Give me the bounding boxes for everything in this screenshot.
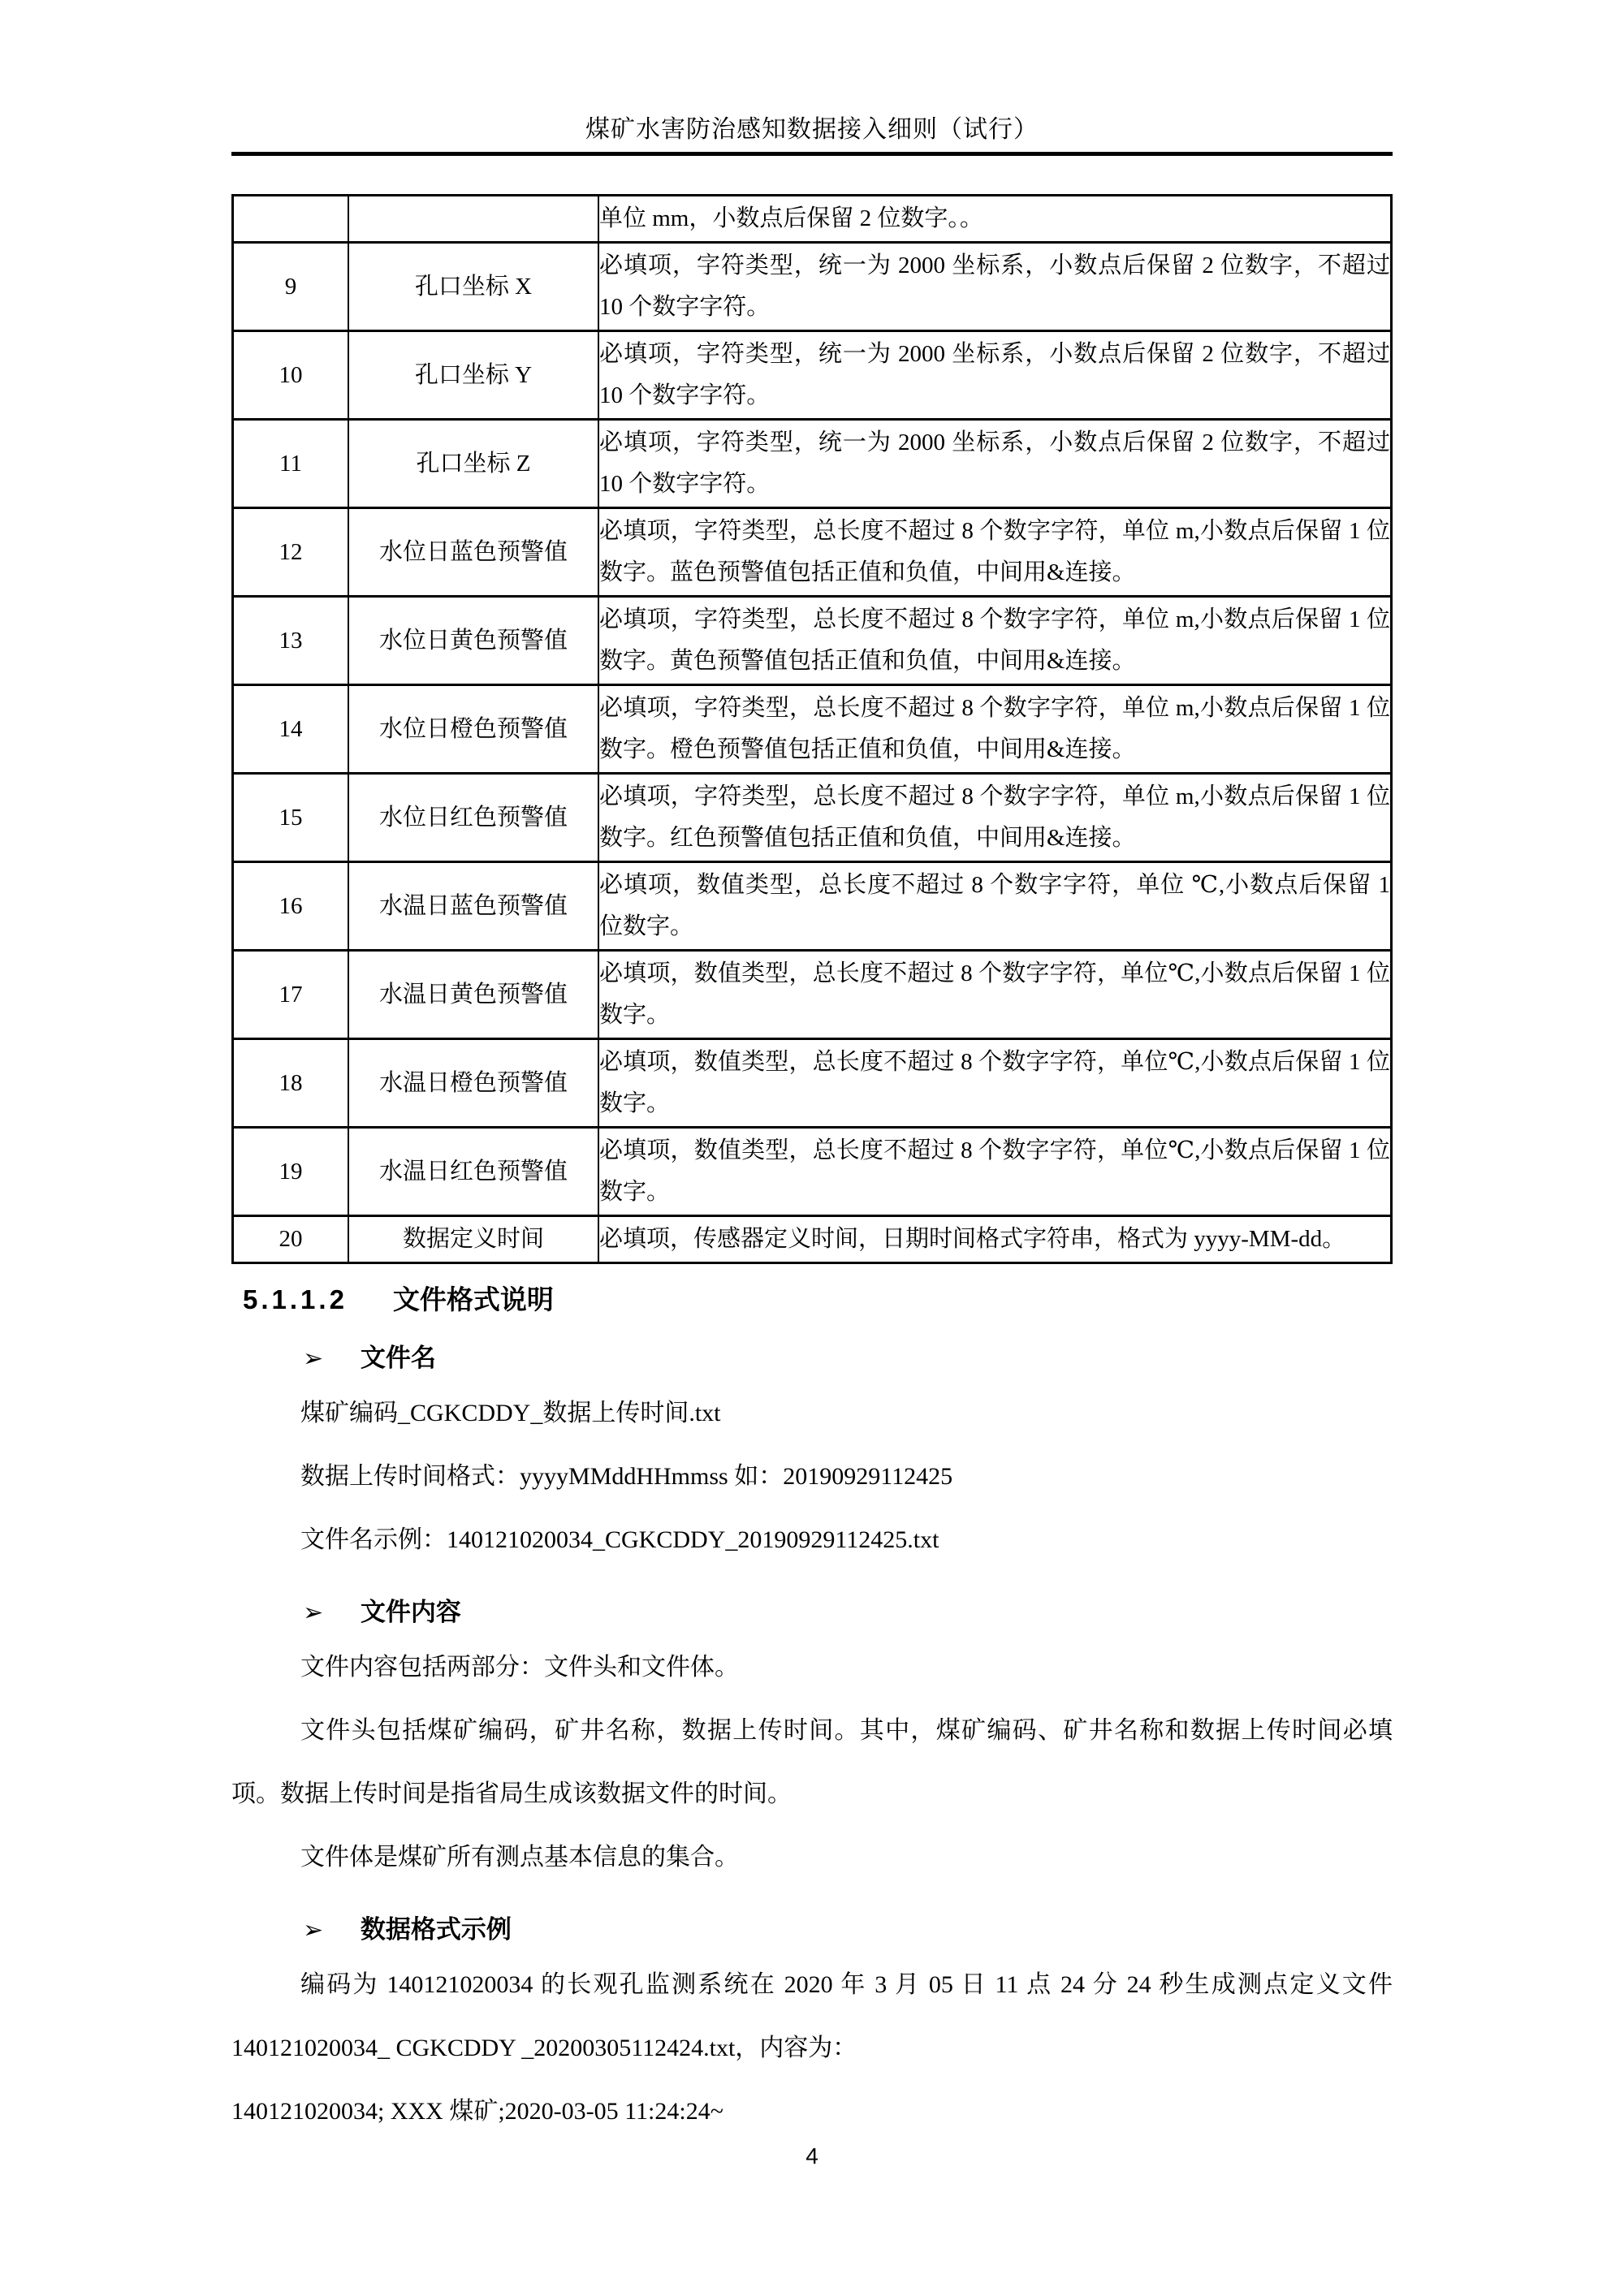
header-rule <box>231 152 1393 156</box>
section-heading <box>243 1282 1393 1318</box>
subsection-title: 数据格式示例 <box>360 1915 512 1944</box>
table-row <box>233 508 1392 597</box>
field-desc-cell: 必填项，字符类型，总长度不超过 8 个数字字符，单位 m,小数点后保留 1 位数字。红色预警值包括正值和负值，中间用&连接。 <box>598 774 1392 862</box>
table-row <box>233 420 1392 508</box>
table-row <box>233 597 1392 685</box>
subsection <box>231 1595 1393 1889</box>
field-name-cell: 水位日红色预警值 <box>348 774 598 862</box>
row-number-cell: 17 <box>233 951 349 1039</box>
body-paragraph: 文件体是煤矿所有测点基本信息的集合。 <box>300 1844 739 1871</box>
field-desc-cell: 必填项，字符类型，总长度不超过 8 个数字字符，单位 m,小数点后保留 1 位数字。蓝色预警值包括正值和负值，中间用&连接。 <box>598 508 1392 597</box>
field-name-cell: 水温日红色预警值 <box>348 1128 598 1216</box>
field-spec-table <box>231 194 1393 1264</box>
page-header <box>231 0 1393 156</box>
subsection <box>231 1912 1393 2143</box>
subsection-title: 文件内容 <box>360 1598 461 1626</box>
field-desc-cell: 必填项，数值类型，总长度不超过 8 个数字字符，单位℃,小数点后保留 1 位数字。 <box>598 951 1392 1039</box>
body-paragraph: 140121020034; XXX 煤矿;2020-03-05 11:24:24~ <box>231 2098 723 2125</box>
subsections <box>231 1340 1393 2143</box>
bullet-heading <box>303 1912 1393 1949</box>
field-name-cell <box>348 196 598 243</box>
field-name-cell: 水位日黄色预警值 <box>348 597 598 685</box>
field-desc-cell: 必填项，传感器定义时间，日期时间格式字符串，格式为 yyyy-MM-dd。 <box>598 1216 1392 1263</box>
section-number: 5.1.1.2 <box>243 1284 348 1314</box>
subsection <box>231 1340 1393 1572</box>
table-row <box>233 951 1392 1039</box>
field-name-cell: 孔口坐标 Y <box>348 331 598 420</box>
table-row <box>233 196 1392 243</box>
table-row <box>233 1039 1392 1128</box>
body-paragraph: 文件头包括煤矿编码，矿井名称，数据上传时间。其中，煤矿编码、矿井名称和数据上传时间必填项。数据上传时间是指省局生成该数据文件的时间。 <box>231 1717 1393 1807</box>
bullet-heading <box>303 1340 1393 1377</box>
page-content <box>231 0 1393 2143</box>
page-footer <box>0 2143 1624 2169</box>
field-desc-cell: 必填项，字符类型，统一为 2000 坐标系，小数点后保留 2 位数字，不超过 10 个数字字符。 <box>598 331 1392 420</box>
subsection-title: 文件名 <box>360 1344 436 1372</box>
arrow-bullet-icon: ➢ <box>303 1344 324 1373</box>
row-number-cell <box>233 196 349 243</box>
field-name-cell: 水温日橙色预警值 <box>348 1039 598 1128</box>
bullet-heading <box>303 1595 1393 1631</box>
table-row <box>233 1128 1392 1216</box>
table-row <box>233 1216 1392 1263</box>
field-table-body <box>233 196 1392 1263</box>
row-number-cell: 10 <box>233 331 349 420</box>
table-row <box>233 331 1392 420</box>
row-number-cell: 13 <box>233 597 349 685</box>
table-row <box>233 685 1392 774</box>
row-number-cell: 15 <box>233 774 349 862</box>
body-paragraph: 数据上传时间格式：yyyyMMddHHmmss 如：20190929112425 <box>300 1463 953 1490</box>
field-desc-cell: 必填项，字符类型，统一为 2000 坐标系，小数点后保留 2 位数字，不超过 10 个数字字符。 <box>598 420 1392 508</box>
field-name-cell: 水位日蓝色预警值 <box>348 508 598 597</box>
arrow-bullet-icon: ➢ <box>303 1599 324 1627</box>
row-number-cell: 20 <box>233 1216 349 1263</box>
table-row <box>233 774 1392 862</box>
row-number-cell: 19 <box>233 1128 349 1216</box>
field-name-cell: 数据定义时间 <box>348 1216 598 1263</box>
arrow-bullet-icon: ➢ <box>303 1916 324 1944</box>
body-paragraph: 编码为 140121020034 的长观孔监测系统在 2020 年 3 月 05 日 11 点 24 分 24 秒生成测点定义文件 140121020034_ CGKCDDY _20200305112424.txt，内容为： <box>231 1971 1393 2061</box>
field-name-cell: 孔口坐标 X <box>348 243 598 331</box>
field-desc-cell: 必填项，字符类型，总长度不超过 8 个数字字符，单位 m,小数点后保留 1 位数字。橙色预警值包括正值和负值，中间用&连接。 <box>598 685 1392 774</box>
field-name-cell: 水温日蓝色预警值 <box>348 862 598 951</box>
document-title: 煤矿水害防治感知数据接入细则（试行） <box>585 116 1039 143</box>
field-name-cell: 水温日黄色预警值 <box>348 951 598 1039</box>
section-title: 文件格式说明 <box>392 1284 554 1314</box>
table-row <box>233 243 1392 331</box>
field-desc-cell: 必填项，数值类型，总长度不超过 8 个数字字符，单位 ℃,小数点后保留 1 位数字。 <box>598 862 1392 951</box>
field-desc-cell: 必填项，数值类型，总长度不超过 8 个数字字符，单位℃,小数点后保留 1 位数字。 <box>598 1128 1392 1216</box>
row-number-cell: 18 <box>233 1039 349 1128</box>
row-number-cell: 16 <box>233 862 349 951</box>
page-number: 4 <box>806 2143 818 2169</box>
body-paragraph: 文件名示例：140121020034_CGKCDDY_20190929112425.txt <box>300 1526 939 1553</box>
row-number-cell: 12 <box>233 508 349 597</box>
body-paragraph: 煤矿编码_CGKCDDY_数据上传时间.txt <box>300 1400 721 1426</box>
row-number-cell: 14 <box>233 685 349 774</box>
field-desc-cell: 必填项，字符类型，总长度不超过 8 个数字字符，单位 m,小数点后保留 1 位数字。黄色预警值包括正值和负值，中间用&连接。 <box>598 597 1392 685</box>
field-desc-cell: 必填项，字符类型，统一为 2000 坐标系，小数点后保留 2 位数字，不超过 10 个数字字符。 <box>598 243 1392 331</box>
table-row <box>233 862 1392 951</box>
row-number-cell: 9 <box>233 243 349 331</box>
field-name-cell: 孔口坐标 Z <box>348 420 598 508</box>
row-number-cell: 11 <box>233 420 349 508</box>
field-desc-cell: 必填项，数值类型，总长度不超过 8 个数字字符，单位℃,小数点后保留 1 位数字。 <box>598 1039 1392 1128</box>
field-name-cell: 水位日橙色预警值 <box>348 685 598 774</box>
body-paragraph: 文件内容包括两部分：文件头和文件体。 <box>300 1654 739 1681</box>
field-desc-cell: 单位 mm，小数点后保留 2 位数字。。 <box>598 196 1392 243</box>
